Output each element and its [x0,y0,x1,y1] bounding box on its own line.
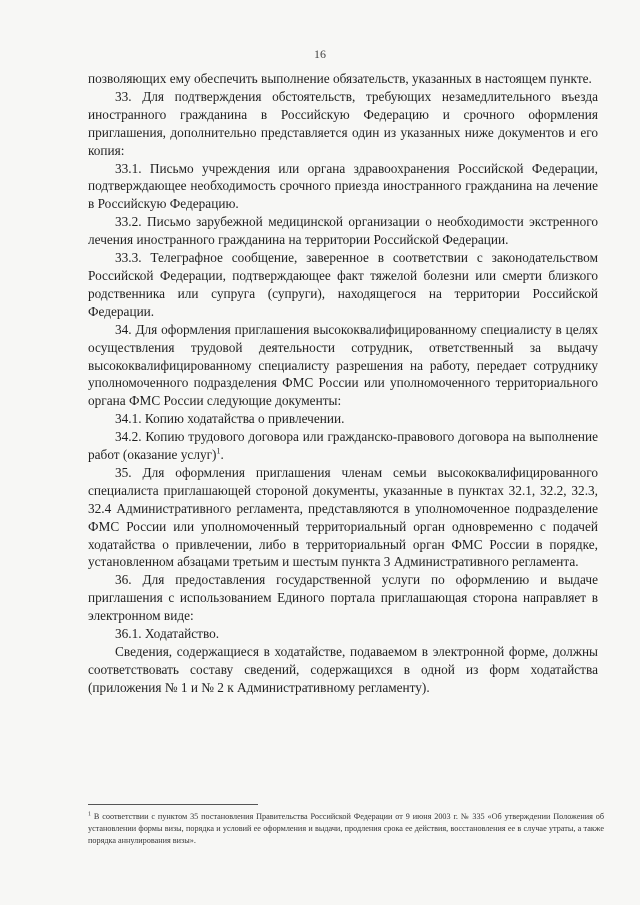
page-number: 16 [314,47,326,61]
footnote-reference: 1 [216,446,221,456]
body-paragraph [88,88,598,160]
paragraph-text: 33.1. Письмо учреждения или органа здравоохранения Российской Федерации, подтверждающее необходимость срочного приезда иностранного гражданина на лечение в Российскую Федерацию. [88,160,598,212]
footnote-marker: 1 [88,811,91,818]
paragraph-text: 34. Для оформления приглашения высококвалифицированному специалисту в целях осуществления трудовой деятельности сотрудник, ответственный за выдачу высококвалифицированному специалисту разрешения на работу, передает сотруднику уполномоченного подразделения ФМС России или уполномоченного территориального органа ФМС России следующие документы: [88,321,598,409]
footnote-paragraph [88,811,604,848]
body-paragraph [88,428,598,464]
paragraph-text: Сведения, содержащиеся в ходатайстве, подаваемом в электронной форме, должны соответствовать составу сведений, содержащихся в одной из форм ходатайства (приложения № 1 и № 2 к Административному регламенту). [88,644,598,695]
body-paragraph [88,643,598,697]
body-paragraph [88,625,598,643]
body-paragraph [88,410,598,428]
body-paragraph [88,249,598,321]
paragraph-text: 35. Для оформления приглашения членам семьи высококвалифицированного специалиста приглашающей стороной документы, указанные в пунктах 32.1, 32.2, 32.3, 32.4 Административного регламента, представляются в уполномоченное подразделение ФМС России или уполномоченный территориальный орган одновременно с подачей ходатайства о привлечении, либо в территориальный орган ФМС России в порядке, установленном абзацами третьим и шестым пункта 3 Административного регламента. [88,464,598,570]
footnote [88,811,604,848]
paragraph-text: позволяющих ему обеспечить выполнение обязательств, указанных в настоящем пункте. [88,71,592,86]
paragraph-text: 33.2. Письмо зарубежной медицинской организации о необходимости экстренного лечения иностранного гражданина на территории Российской Федерации. [88,214,598,248]
paragraph-text: 34.1. Копию ходатайства о привлечении. [115,411,345,427]
body-paragraph [88,571,598,625]
paragraph-tail: . [220,447,224,463]
footnote-divider [88,804,258,805]
body-paragraph [88,160,598,214]
paragraph-text: 33.3. Телеграфное сообщение, заверенное в соответствии с законодательством Российской Федерации, подтверждающее факт тяжелой болезни или смерти близкого родственника или супруга (супруги), находящегося на территории Российской Федерации. [88,250,598,319]
footnote-text: В соответствии с пунктом 35 постановления Правительства Российской Федерации от 9 июня 2003 г. № 335 «Об утверждении Положения об установлении формы визы, порядка и условий ее оформления и выдачи, продления срока ее действия, восстановления ее в случае утраты, а также порядка аннулирования визы». [88,812,604,846]
paragraph-text: 33. Для подтверждения обстоятельств, требующих незамедлительного въезда иностранного гражданина в Российскую Федерацию и срочного оформления приглашения, дополнительно представляется один из указанных ниже документов и его копия: [88,88,598,158]
paragraph-text: 36. Для предоставления государственной услуги по оформлению и выдаче приглашения с использованием Единого портала приглашающая сторона направляет в электронном виде: [88,572,598,624]
body-text [88,70,598,697]
body-paragraph [88,321,598,411]
paragraph-text: 36.1. Ходатайство. [115,626,220,642]
paragraph-text: 34.2. Копию трудового договора или гражданско-правового договора на выполнение работ (оказание услуг) [88,429,598,463]
body-paragraph [88,213,598,249]
body-paragraph [88,464,598,571]
body-paragraph [88,70,598,88]
